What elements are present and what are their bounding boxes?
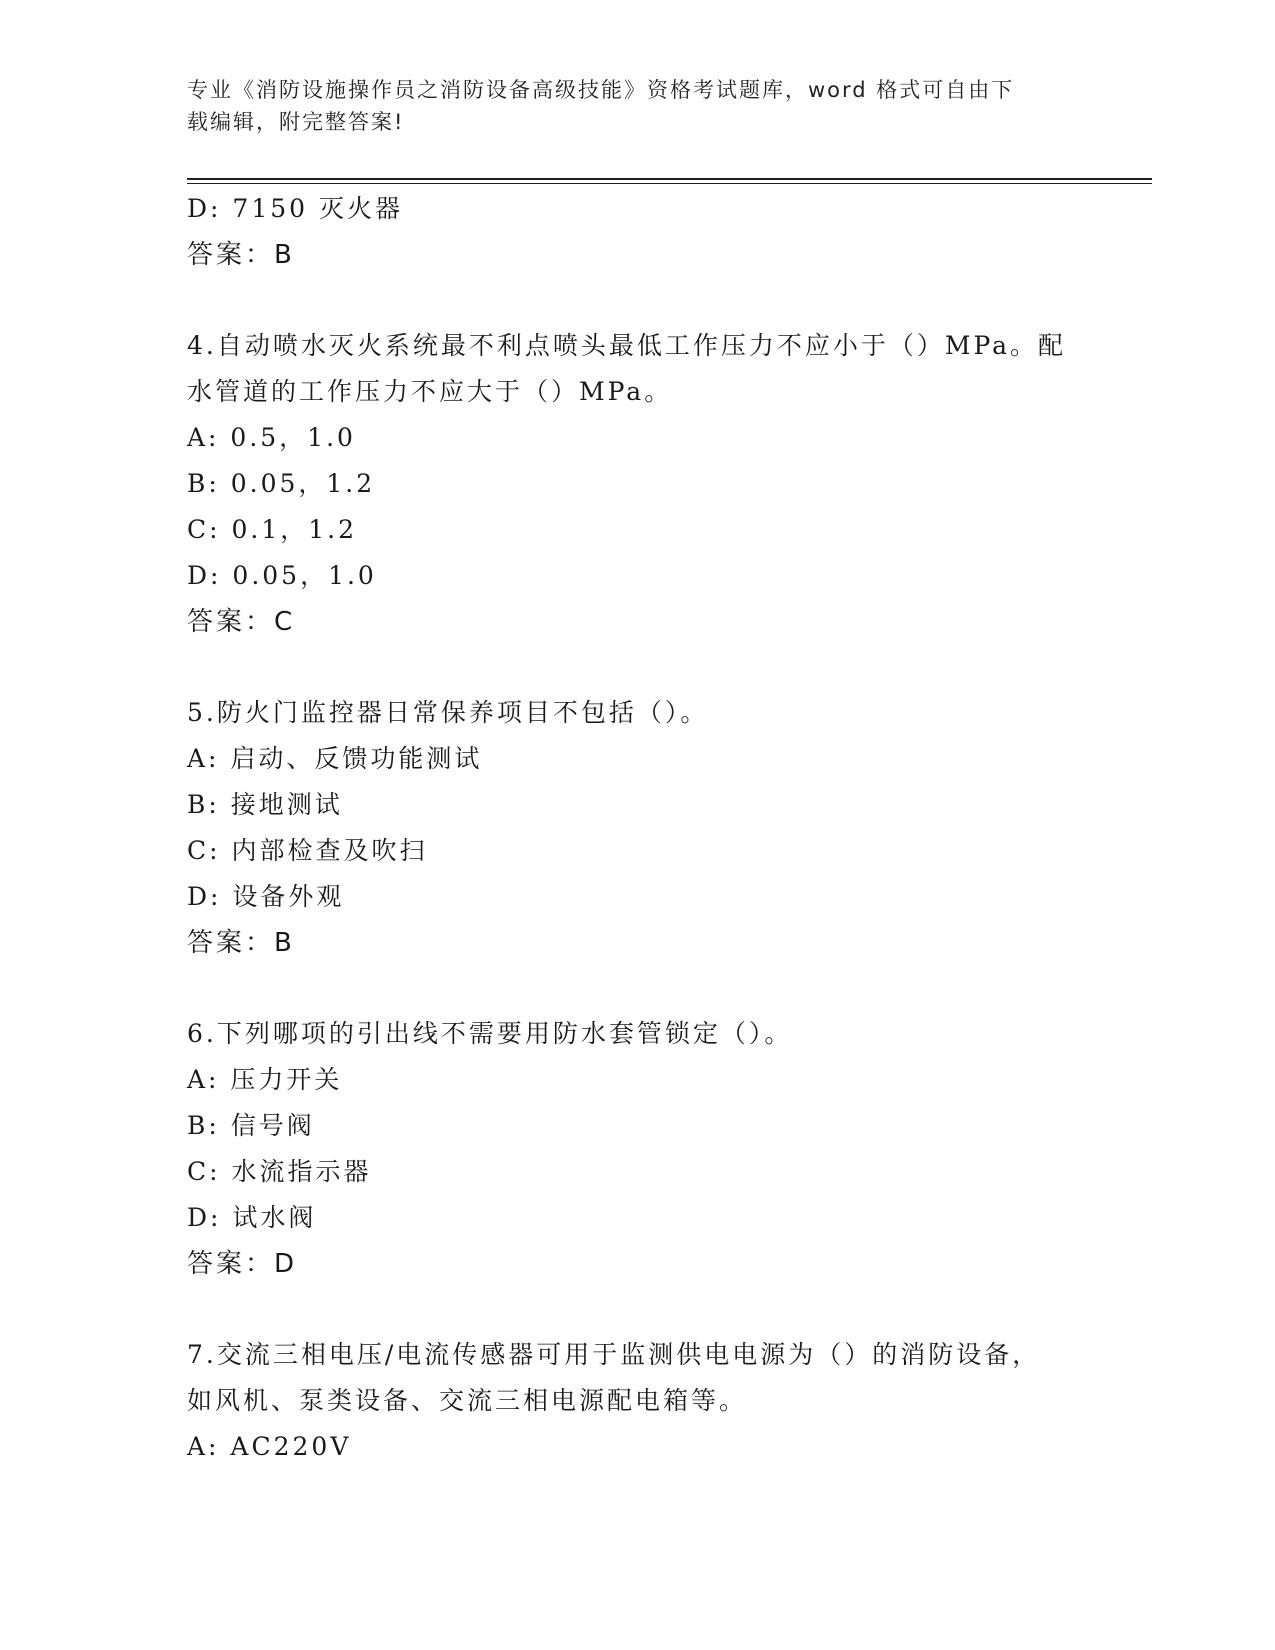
- option-a: A: 0.5，1.0: [187, 423, 356, 452]
- question-stem: 水管道的工作压力不应大于（）MPa。: [187, 377, 673, 406]
- question-stem: 6.下列哪项的引出线不需要用防水套管锁定（）。: [187, 1019, 793, 1048]
- question-stem: 4.自动喷水灭火系统最不利点喷头最低工作压力不应小于（）MPa。配: [187, 331, 1067, 360]
- header-rule-thick: [187, 178, 1152, 180]
- header-line-1: 专业《消防设施操作员之消防设备高级技能》资格考试题库，word 格式可自由下: [187, 78, 1015, 102]
- question-3-tail: [187, 186, 1067, 278]
- answer: 答案：B: [187, 928, 295, 958]
- question-stem: 7.交流三相电压/电流传感器可用于监测供电电源为（）的消防设备，: [187, 1340, 1041, 1369]
- option-b: B: 0.05，1.2: [187, 469, 376, 498]
- option-c: C: 水流指示器: [187, 1157, 372, 1186]
- question-stem: 5.防火门监控器日常保养项目不包括（）。: [187, 698, 709, 727]
- question-5: [187, 690, 1067, 966]
- option-c: C: 0.1，1.2: [187, 515, 358, 544]
- answer: 答案：D: [187, 1249, 298, 1279]
- option-a: A: AC220V: [187, 1432, 352, 1461]
- answer: 答案：C: [187, 607, 296, 637]
- option-a: A: 启动、反馈功能测试: [187, 744, 483, 773]
- header-line-2: 载编辑，附完整答案!: [187, 110, 405, 134]
- page-header: [187, 74, 1067, 138]
- question-stem: 如风机、泵类设备、交流三相电源配电箱等。: [187, 1386, 748, 1415]
- question-6: [187, 1011, 1067, 1287]
- question-7: [187, 1332, 1067, 1470]
- option-d: D: 0.05，1.0: [187, 561, 377, 590]
- option-d: D: 试水阀: [187, 1203, 317, 1232]
- option-d: D: 设备外观: [187, 882, 345, 911]
- option-b: B: 接地测试: [187, 790, 343, 819]
- answer: 答案：B: [187, 240, 295, 270]
- header-rule-thin: [187, 183, 1152, 184]
- option-b: B: 信号阀: [187, 1111, 315, 1140]
- option-a: A: 压力开关: [187, 1065, 343, 1094]
- question-4: [187, 323, 1067, 645]
- option-c: C: 内部检查及吹扫: [187, 836, 428, 865]
- question-list: [187, 186, 1067, 1470]
- option-d: D: 7150 灭火器: [187, 194, 403, 223]
